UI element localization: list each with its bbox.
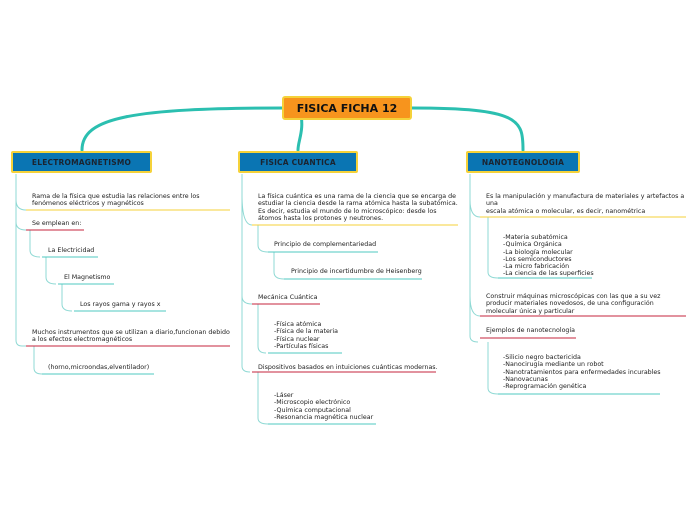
electro-magnetism[interactable]: El Magnetismo	[64, 274, 111, 281]
electro-definition[interactable]: Rama de la física que estudia las relaciones entre los fenómenos eléctricos y magnéticos	[32, 193, 200, 208]
nano-machines[interactable]: Construir máquinas microscópicas con las que a su vez producir materiales novedosos, de una configuración molecular única y particular	[486, 293, 661, 315]
electro-daily-use[interactable]: Muchos instrumentos que se utilizan a diario,funcionan debido a los efectos electromagnéticos	[32, 329, 230, 344]
nano-fields-list[interactable]: -Materia subatómica -Química Orgánica -La biología molecular -Los semiconductores -La micro fabricación -La ciencia de las superficies	[503, 234, 594, 278]
cuantica-devices-list[interactable]: -Láser -Microscopio electrónico -Química computacional -Resonancia magnética nuclear	[274, 392, 374, 421]
cuantica-devices[interactable]: Dispositivos basados en intuiciones cuánticas modernas.	[258, 364, 438, 371]
electro-used-in[interactable]: Se emplean en:	[32, 220, 82, 227]
cuantica-definition[interactable]: La física cuántica es una rama de la ciencia que se encarga de estudiar la ciencia desde la rama atómica hasta la subatómica. Es decir, estudia el mundo de lo microscópico: desde los átomos hasta los protones y neutrones.	[258, 193, 458, 222]
root-topic[interactable]: FISICA FICHA 12	[282, 96, 412, 120]
topic-fisica-cuantica[interactable]: FISICA CUANTICA	[238, 151, 358, 173]
nano-definition[interactable]: Es la manipulación y manufactura de materiales y artefactos a una escala atómica o molecular, es decir, nanométrica	[486, 193, 685, 215]
cuantica-mechanics[interactable]: Mecánica Cuántica	[258, 294, 318, 301]
cuantica-mechanics-list[interactable]: -Física atómica -Física de la materia -Física nuclear -Partículas físicas	[274, 321, 339, 350]
electro-rays[interactable]: Los rayos gama y rayos x	[80, 301, 161, 308]
electro-electricity[interactable]: La Electricidad	[48, 247, 95, 254]
nano-examples-list[interactable]: -Silicio negro bactericida -Nanocirugía mediante un robot -Nanotratamientos para enfermedades incurables -Nanovacunas -Reprogramación genética	[503, 354, 661, 391]
topic-electromagnetismo[interactable]: ELECTROMAGNETISMO	[11, 151, 152, 173]
link-root-nano	[412, 108, 523, 150]
electro-examples[interactable]: (horno,microondas,elventilador)	[48, 364, 150, 371]
topic-nanotegnologia[interactable]: NANOTEGNOLOGIA	[466, 151, 580, 173]
cuantica-complementarity[interactable]: Principio de complementariedad	[274, 241, 377, 248]
link-root-electro	[82, 108, 284, 150]
nano-examples-title[interactable]: Ejemplos de nanotecnología	[486, 327, 576, 334]
cuantica-uncertainty[interactable]: Principio de incertidumbre de Heisenberg	[291, 268, 422, 275]
